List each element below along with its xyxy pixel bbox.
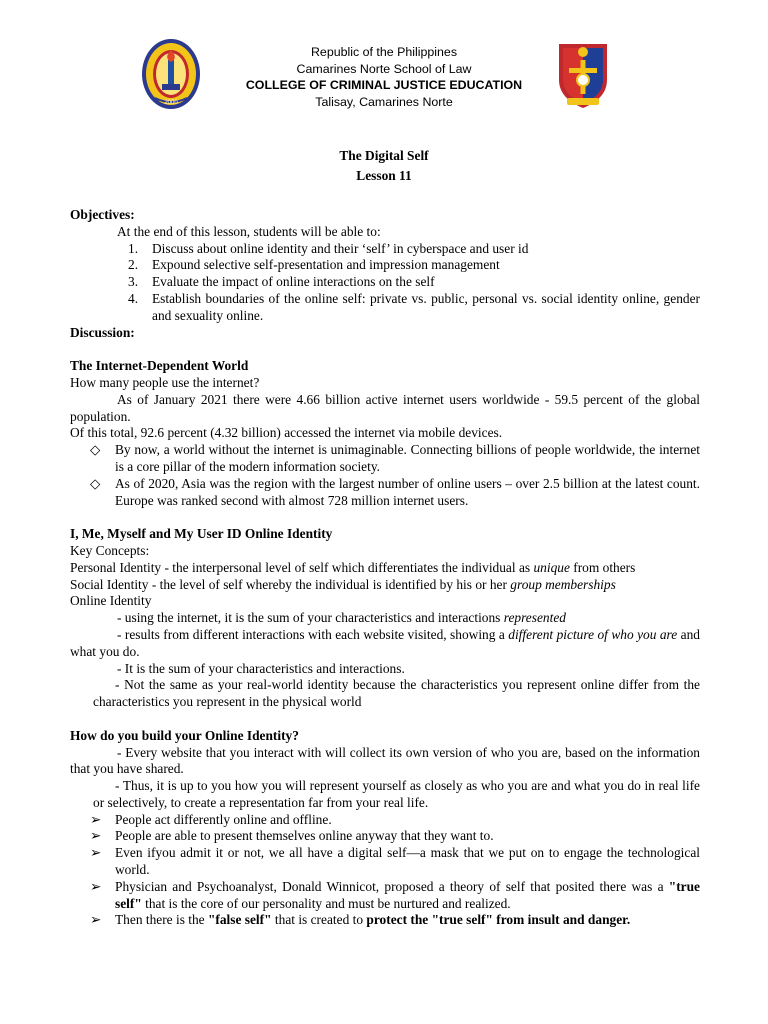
personal-identity: Personal Identity - the interpersonal level of self which differentiates the individual as unique from others xyxy=(70,559,636,575)
objectives-intro: At the end of this lesson, students will be able to: xyxy=(117,223,381,239)
document-title xyxy=(0,146,768,186)
social-identity: Social Identity - the level of self whereby the individual is identified by his or her group memberships xyxy=(70,576,616,592)
build-para2: - Thus, it is up to you how you will represent yourself as closely as who you are and what you do in real life or selectively, to create a representation far from your real life. xyxy=(93,778,700,810)
objective-item: 4. Establish boundaries of the online self: private vs. public, personal vs. social identity online, gender and sexuality online. xyxy=(128,290,700,323)
build-para1: - Every website that you interact with will collect its own version of who you are, based on the information that you have shared. xyxy=(70,744,700,777)
discussion-heading: Discussion: xyxy=(70,324,135,340)
bullet-item: ➢ Even ifyou admit it or not, we all have a digital self—a mask that we put on to engage the technological world. xyxy=(90,845,700,878)
bullet-item: ➢ Physician and Psychoanalyst, Donald Winnicot, proposed a theory of self that posited there was a "true self" that is the core of our personality and must be nurtured and realized. xyxy=(90,878,700,911)
online-identity-label: Online Identity xyxy=(70,593,152,609)
arrow-bullet-icon: ➢ xyxy=(90,912,102,928)
key-concepts-label: Key Concepts: xyxy=(70,542,150,558)
objective-item: 2. Expound selective self-presentation and impression management xyxy=(128,257,500,273)
objective-item: 1. Discuss about online identity and their ‘self’ in cyberspace and user id xyxy=(128,240,529,256)
build-heading: How do you build your Online Identity? xyxy=(70,727,299,743)
online-identity-item: - using the internet, it is the sum of your characteristics and interactions represented xyxy=(117,610,566,626)
arrow-bullet-icon: ➢ xyxy=(90,828,102,844)
letterhead xyxy=(0,44,768,110)
seal-year: 2000 xyxy=(164,100,178,106)
build-bullets xyxy=(70,812,700,930)
arrow-bullet-icon: ➢ xyxy=(90,878,102,894)
objectives-list xyxy=(70,241,700,325)
letterhead-school: Camarines Norte School of Law xyxy=(296,61,472,76)
title-lesson: Lesson 11 xyxy=(356,168,412,183)
internet-question: How many people use the internet? xyxy=(70,374,260,390)
bullet-item: ➢ Then there is the "false self" that is created to protect the "true self" from insult and danger. xyxy=(90,912,631,928)
letterhead-address: Talisay, Camarines Norte xyxy=(315,94,453,109)
objectives-heading: Objectives: xyxy=(70,207,135,222)
internet-bullets xyxy=(70,442,700,509)
online-identity-item: - results from different interactions with each website visited, showing a different picture of who you are and what you do. xyxy=(70,626,700,659)
identity-heading: I, Me, Myself and My User ID Online Identity xyxy=(70,526,333,542)
bullet-item: ◇ As of 2020, Asia was the region with the largest number of online users – over 2.5 billion at the latest count. Europe was ranked second with almost 728 million internet users. xyxy=(90,475,700,508)
arrow-bullet-icon: ➢ xyxy=(90,811,102,827)
diamond-bullet-icon: ◇ xyxy=(90,475,101,491)
internet-para2: Of this total, 92.6 percent (4.32 billion) accessed the internet via mobile devices. xyxy=(70,425,503,441)
bullet-item: ➢ People are able to present themselves online anyway that they want to. xyxy=(90,828,494,844)
diamond-bullet-icon: ◇ xyxy=(90,442,101,458)
internet-para1: As of January 2021 there were 4.66 billion active internet users worldwide - 59.5 percent of the global population. xyxy=(70,391,700,424)
title-main: The Digital Self xyxy=(339,148,429,163)
online-identity-item: - Not the same as your real-world identity because the characteristics you represent online differ from the characteristics you represent in the physical world xyxy=(93,677,700,710)
letterhead-country: Republic of the Philippines xyxy=(310,45,458,59)
online-identity-item: - It is the sum of your characteristics and interactions. xyxy=(117,660,405,676)
bullet-item: ➢ People act differently online and offline. xyxy=(90,811,332,827)
internet-heading: The Internet-Dependent World xyxy=(70,358,249,374)
document-body xyxy=(70,207,700,929)
letterhead-college: COLLEGE OF CRIMINAL JUSTICE EDUCATION xyxy=(245,78,523,92)
arrow-bullet-icon: ➢ xyxy=(90,845,102,861)
objective-item: 3. Evaluate the impact of online interactions on the self xyxy=(128,274,435,290)
bullet-item: ◇ By now, a world without the internet is unimaginable. Connecting billions of people worldwide, the internet is a core pillar of the modern information society. xyxy=(90,442,700,474)
